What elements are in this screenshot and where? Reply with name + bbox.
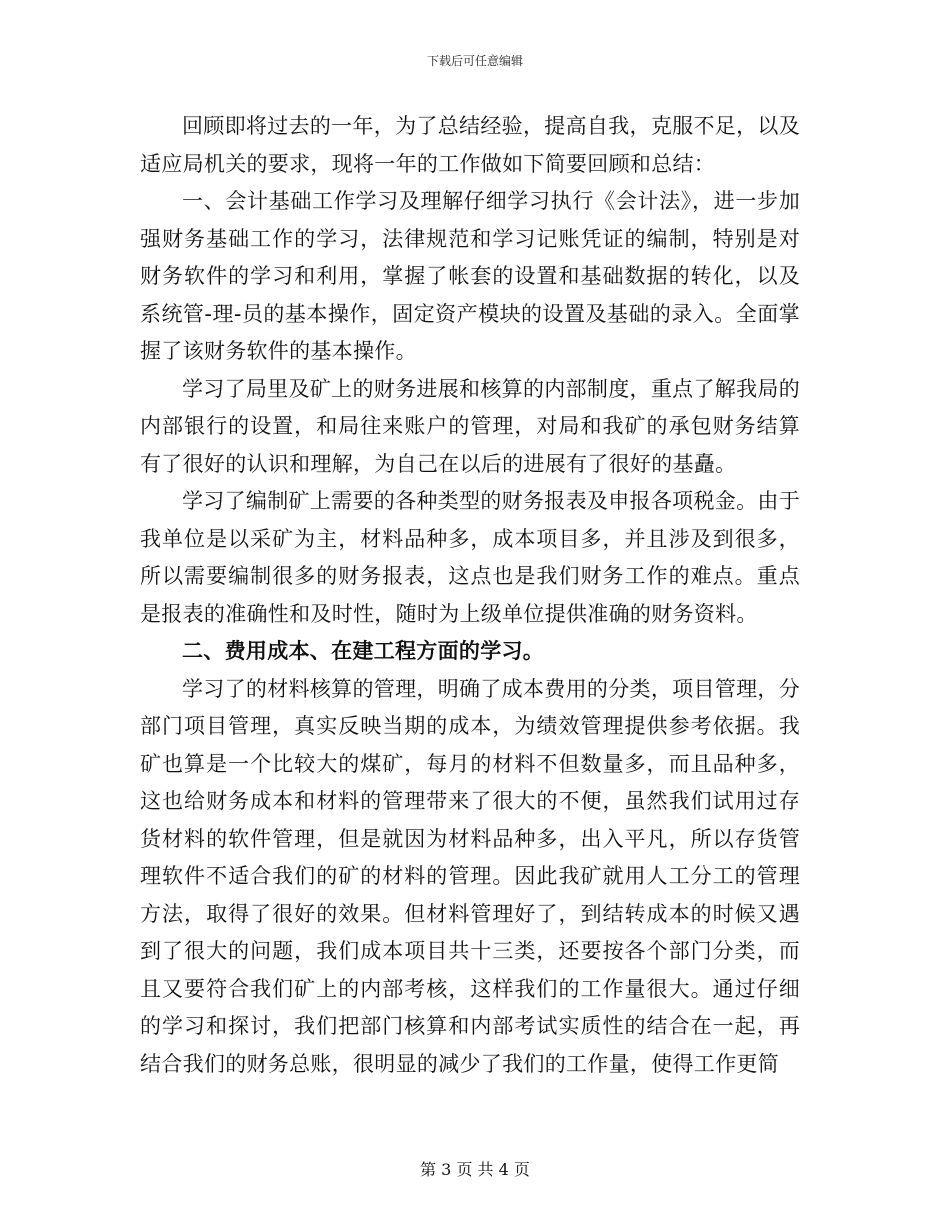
paragraph-financial-reports: 学习了编制矿上需要的各种类型的财务报表及申报各项税金。由于我单位是以采矿为主，材料品种多，成本项目多，并且涉及到很多，所以需要编制很多的财务报表，这点也是我们财务工作的难点。重点是报表的准确性和及时性，随时为上级单位提供准确的财务资料。 [140, 489, 800, 626]
paragraph-intro: 回顾即将过去的一年，为了总结经验，提高自我，克服不足，以及适应局机关的要求，现将一年的工作做如下简要回顾和总结： [140, 114, 800, 176]
paragraph-accounting-basics: 一、会计基础工作学习及理解仔细学习执行《会计法》，进一步加强财务基础工作的学习，法律规范和学习记账凭证的编制，特别是对财务软件的学习和利用，掌握了帐套的设置和基础数据的转化，以及系统管-理-员的基本操作，固定资产模块的设置及基础的录入。全面掌握了该财务软件的基本操作。 [140, 189, 800, 363]
page-number: 第 3 页 共 4 页 [420, 1160, 530, 1179]
document-body [140, 108, 800, 1083]
paragraph-material-accounting: 学习了的材料核算的管理，明确了成本费用的分类，项目管理，分部门项目管理，真实反映当期的成本，为绩效管理提供参考依据。我矿也算是一个比较大的煤矿，每月的材料不但数量多，而且品种多，这也给财务成本和材料的管理带来了很大的不便，虽然我们试用过存货材料的软件管理，但是就因为材料品种多，出入平凡，所以存货管理软件不适合我们的矿的材料的管理。因此我矿就用人工分工的管理方法，取得了很好的效果。但材料管理好了，到结转成本的时候又遇到了很大的问题，我们成本项目共十三类，还要按各个部门分类，而且又要符合我们矿上的内部考核，这样我们的工作量很大。通过仔细的学习和探讨，我们把部门核算和内部考试实质性的结合在一起，再结合我们的财务总账，很明显的减少了我们的工作量，使得工作更简 [140, 676, 800, 1076]
header-note: 下载后可任意编辑 [426, 54, 523, 68]
paragraph-internal-system: 学习了局里及矿上的财务进展和核算的内部制度，重点了解我局的内部银行的设置，和局往来账户的管理，对局和我矿的承包财务结算有了很好的认识和理解，为自己在以后的进展有了很好的基矗。 [140, 376, 800, 476]
section-heading-cost: 二、费用成本、在建工程方面的学习。 [182, 639, 545, 663]
